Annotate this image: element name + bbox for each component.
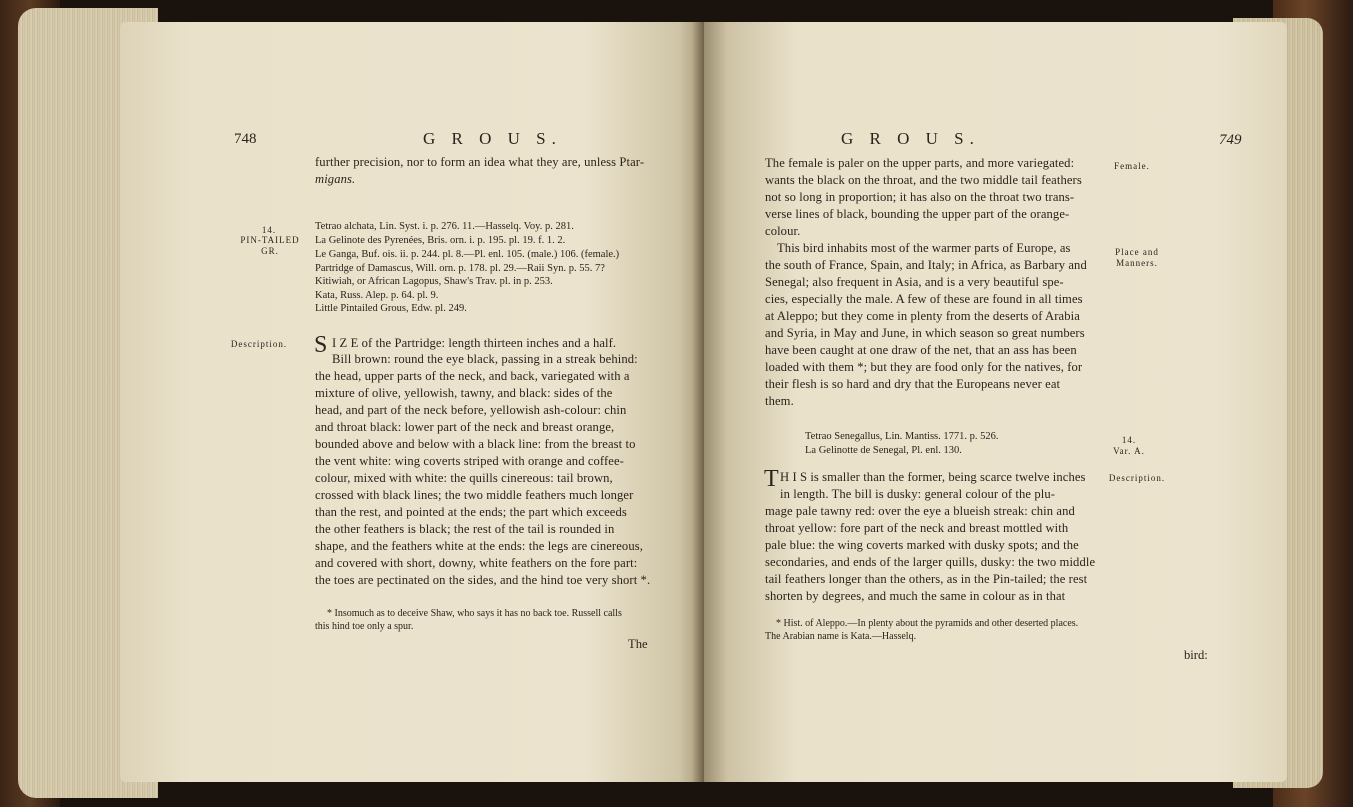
running-head: G R O U S. [423,129,562,148]
description-label: Description. [230,339,288,349]
description-line: bounded above and below with a black line: from the breast to [315,437,636,451]
female-line: colour. [765,224,801,238]
running-head: G R O U S. [841,129,980,148]
drop-cap: S [314,332,328,358]
var-line: tail feathers longer than the others, as in the Pin-tailed; the rest [765,572,1088,586]
synonymy-line: Kitiwiah, or African Lagopus, Shaw's Trav. pl. in p. 253. [315,276,553,287]
var-number: 14. [1121,435,1137,445]
description-line: mixture of olive, yellowish, tawny, and black: sides of the [315,386,613,400]
place-line: their flesh is so hard and dry that the Europeans never eat [765,377,1061,391]
footnote-line: * Hist. of Aleppo.—In plenty about the pyramids and other deserted places. [776,618,1079,629]
description-line: and covered with short, downy, white feathers on the fore part: [315,556,638,570]
var-synonymy-line: La Gelinotte de Senegal, Pl. enl. 130. [805,445,962,456]
var-line: in length. The bill is dusky: general colour of the plu- [780,487,1056,501]
synonymy-line: La Gelinote des Pyrenées, Bris. orn. i. p. 195. pl. 19. f. 1. 2. [315,235,566,246]
page-number: 748 [234,131,257,147]
species-label: GR. [261,246,279,256]
description-label: Description. [1108,473,1166,483]
var-line: H I S is smaller than the former, being scarce twelve inches [780,470,1086,484]
description-line: Bill brown: round the eye black, passing in a streak behind: [332,352,638,366]
description-line: the toes are pectinated on the sides, and the hind toe very short *. [315,573,651,587]
left-page [120,22,702,782]
place-line: and Syria, in May and June, in which season so great numbers [765,326,1085,340]
place-line: cies, especially the male. A few of these are found in all times [765,292,1083,306]
description-line: the other feathers is black; the rest of the tail is rounded in [315,522,615,536]
footnote-line: The Arabian name is Kata.—Hasselq. [765,631,917,642]
description-line: the head, upper parts of the neck, and back, variegated with a [315,369,630,383]
var-line: mage pale tawny red: over the eye a blueish streak: chin and [765,504,1075,518]
female-line: wants the black on the throat, and the two middle tail feathers [765,173,1082,187]
var-line: throat yellow: fore part of the neck and breast mottled with [765,521,1069,535]
place-line: Senegal; also frequent in Asia, and is a very beautiful spe- [765,275,1064,289]
description-line: colour, mixed with white: the quills cinereous: tail brown, [315,471,613,485]
synonymy-line: Le Ganga, Buf. ois. ii. p. 244. pl. 8.—Pl. enl. 105. (male.) 106. (female.) [315,249,620,260]
intro-line: further precision, nor to form an idea what they are, unless Ptar- [315,155,645,169]
synonymy-line: Little Pintailed Grous, Edw. pl. 249. [315,303,467,314]
description-line: crossed with black lines; the two middle feathers much longer [315,488,634,502]
synonymy-line: Tetrao alchata, Lin. Syst. i. p. 276. 11.—Hasselq. Voy. p. 281. [315,221,574,232]
place-line: have been caught at one draw of the net, that an ass has been [765,343,1077,357]
place-label: Place and [1115,247,1159,257]
intro-line: migans. [315,172,356,186]
place-line: This bird inhabits most of the warmer parts of Europe, as [777,241,1071,255]
place-line: the south of France, Spain, and Italy; in Africa, as Barbary and [765,258,1087,272]
female-label: Female. [1114,161,1150,171]
description-line: I Z E of the Partridge: length thirteen inches and a half. [332,336,617,350]
female-line: not so long in proportion; it has also on the throat two trans- [765,190,1075,204]
place-line: loaded with them *; but they are food only for the natives, for [765,360,1083,374]
var-line: secondaries, and ends of the larger quills, dusky: the two middle [765,555,1096,569]
footnote-line: this hind toe only a spur. [315,621,414,632]
catchword: The [628,637,648,651]
var-label: Var. A. [1113,446,1145,456]
var-synonymy-line: Tetrao Senegallus, Lin. Mantiss. 1771. p. 526. [805,431,999,442]
var-line: shorten by degrees, and much the same in colour as in that [765,589,1066,603]
species-label: PIN-TAILED [240,235,300,245]
place-line: at Aleppo; but they come in plenty from the deserts of Arabia [765,309,1080,323]
right-page [704,22,1287,782]
drop-cap: T [764,466,779,492]
place-line: them. [765,394,794,408]
description-line: head, and part of the neck before, yellowish ash-colour: chin [315,403,627,417]
catchword: bird: [1184,648,1208,662]
description-line: the vent white: wing coverts striped with orange and coffee- [315,454,624,468]
description-line: shape, and the feathers white at the ends: the legs are cinereous, [315,539,643,553]
synonymy-line: Kata, Russ. Alep. p. 64. pl. 9. [315,290,439,301]
description-line: than the rest, and pointed at the ends; the part which exceeds [315,505,627,519]
female-line: The female is paler on the upper parts, and more variegated: [765,156,1075,170]
page-number: 749 [1219,132,1242,148]
female-line: verse lines of black, bounding the upper part of the orange- [765,207,1070,221]
footnote-line: * Insomuch as to deceive Shaw, who says it has no back toe. Russell calls [327,608,622,619]
place-label: Manners. [1116,258,1158,268]
description-line: and throat black: lower part of the neck and breast orange, [315,420,615,434]
synonymy-line: Partridge of Damascus, Will. orn. p. 178. pl. 29.—Raii Syn. p. 55. 7? [315,263,605,274]
var-line: pale blue: the wing coverts marked with dusky spots; and the [765,538,1079,552]
species-number: 14. [261,225,277,235]
